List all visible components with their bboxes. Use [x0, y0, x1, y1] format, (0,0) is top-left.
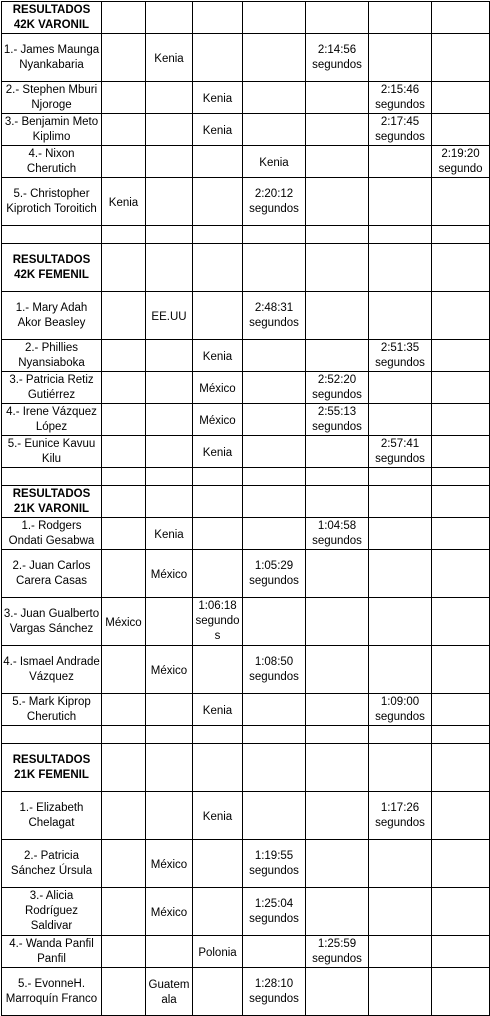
empty-cell — [102, 936, 146, 968]
athlete-name: 4.- Wanda Panfil Panfil — [2, 936, 102, 968]
empty-cell — [102, 340, 146, 372]
empty-cell — [146, 146, 193, 178]
empty-cell — [146, 244, 193, 292]
empty-cell — [102, 244, 146, 292]
empty-cell — [369, 486, 432, 518]
athlete-time: 2:51:35 segundos — [369, 340, 432, 372]
empty-cell — [102, 436, 146, 468]
athlete-country: Kenia — [193, 340, 243, 372]
empty-cell — [306, 114, 369, 146]
empty-cell — [243, 744, 306, 792]
empty-cell — [146, 372, 193, 404]
athlete-time: 1:08:50 segundos — [243, 646, 306, 694]
empty-cell — [2, 226, 102, 244]
empty-cell — [193, 2, 243, 34]
athlete-country: Kenia — [243, 146, 306, 178]
athlete-time: 2:52:20 segundos — [306, 372, 369, 404]
athlete-country: México — [146, 840, 193, 888]
athlete-name: 3.- Juan Gualberto Vargas Sánchez — [2, 598, 102, 646]
empty-cell — [369, 34, 432, 82]
empty-cell — [193, 726, 243, 744]
empty-cell — [193, 840, 243, 888]
table-row — [2, 646, 490, 694]
athlete-country: EE.UU — [146, 292, 193, 340]
empty-cell — [243, 518, 306, 550]
empty-cell — [102, 82, 146, 114]
table-row — [2, 598, 490, 646]
empty-cell — [369, 744, 432, 792]
athlete-country: Kenia — [193, 436, 243, 468]
empty-cell — [146, 340, 193, 372]
table-row — [2, 792, 490, 840]
empty-cell — [102, 792, 146, 840]
athlete-time: 2:15:46 segundos — [369, 82, 432, 114]
athlete-name: 5.- Christopher Kiprotich Toroitich — [2, 178, 102, 226]
empty-cell — [306, 968, 369, 1016]
empty-cell — [369, 244, 432, 292]
empty-cell — [146, 468, 193, 486]
empty-cell — [306, 598, 369, 646]
athlete-country: México — [146, 888, 193, 936]
empty-cell — [432, 2, 490, 34]
athlete-time: 1:17:26 segundos — [369, 792, 432, 840]
empty-cell — [432, 244, 490, 292]
section-title-line1: RESULTADOS — [12, 3, 91, 16]
empty-cell — [102, 226, 146, 244]
empty-cell — [369, 178, 432, 226]
table-row — [2, 436, 490, 468]
empty-cell — [243, 340, 306, 372]
empty-cell — [369, 146, 432, 178]
empty-cell — [306, 2, 369, 34]
empty-cell — [369, 2, 432, 34]
athlete-name: 1.- James Maunga Nyankabaria — [2, 34, 102, 82]
athlete-country: México — [146, 646, 193, 694]
athlete-country: Guatemala — [146, 968, 193, 1016]
empty-cell — [146, 436, 193, 468]
empty-cell — [193, 244, 243, 292]
empty-cell — [146, 726, 193, 744]
table-row — [2, 888, 490, 936]
section-title-line2: 21K FEMENIL — [14, 768, 89, 781]
empty-cell — [102, 114, 146, 146]
section-title-line1: RESULTADOS — [12, 253, 91, 266]
empty-cell — [432, 82, 490, 114]
athlete-country: Polonia — [193, 936, 243, 968]
empty-cell — [306, 292, 369, 340]
empty-cell — [102, 646, 146, 694]
empty-cell — [243, 486, 306, 518]
athlete-time: 1:09:00 segundos — [369, 694, 432, 726]
section-title — [2, 244, 102, 292]
athlete-time: 1:06:18 segundos — [193, 598, 243, 646]
section-title — [2, 2, 102, 34]
empty-cell — [432, 436, 490, 468]
empty-cell — [2, 468, 102, 486]
empty-cell — [102, 34, 146, 82]
empty-cell — [243, 598, 306, 646]
empty-cell — [306, 792, 369, 840]
athlete-name: 5.- Mark Kiprop Cherutich — [2, 694, 102, 726]
athlete-name: 3.- Patricia Retiz Gutiérrez — [2, 372, 102, 404]
table-row — [2, 694, 490, 726]
empty-cell — [306, 226, 369, 244]
athlete-country: Kenia — [146, 518, 193, 550]
empty-cell — [306, 146, 369, 178]
table-row — [2, 114, 490, 146]
section-title-line2: 42K VARONIL — [13, 18, 90, 31]
empty-cell — [369, 226, 432, 244]
section-title-line2: 42K FEMENIL — [14, 268, 89, 281]
empty-cell — [193, 550, 243, 598]
table-row — [2, 550, 490, 598]
spacer-row — [2, 726, 490, 744]
athlete-name: 5.- Eunice Kavuu Kilu — [2, 436, 102, 468]
empty-cell — [102, 726, 146, 744]
empty-cell — [146, 936, 193, 968]
empty-cell — [432, 598, 490, 646]
section-title-line1: RESULTADOS — [12, 753, 91, 766]
empty-cell — [243, 404, 306, 436]
empty-cell — [193, 34, 243, 82]
section-title-line1: RESULTADOS — [12, 487, 91, 500]
empty-cell — [146, 694, 193, 726]
empty-cell — [432, 744, 490, 792]
empty-cell — [432, 968, 490, 1016]
section-header-row — [2, 744, 490, 792]
empty-cell — [369, 404, 432, 436]
empty-cell — [243, 468, 306, 486]
athlete-country: Kenia — [146, 34, 193, 82]
empty-cell — [102, 404, 146, 436]
empty-cell — [432, 646, 490, 694]
empty-cell — [306, 694, 369, 726]
empty-cell — [102, 840, 146, 888]
section-header-row — [2, 2, 490, 34]
empty-cell — [306, 340, 369, 372]
empty-cell — [432, 792, 490, 840]
table-row — [2, 936, 490, 968]
athlete-country: Kenia — [193, 82, 243, 114]
empty-cell — [193, 486, 243, 518]
empty-cell — [243, 114, 306, 146]
athlete-name: 5.- EvonneH. Marroquín Franco — [2, 968, 102, 1016]
athlete-name: 3.- Alicia Rodríguez Saldivar — [2, 888, 102, 936]
athlete-time: 1:28:10 segundos — [243, 968, 306, 1016]
empty-cell — [369, 968, 432, 1016]
empty-cell — [102, 292, 146, 340]
empty-cell — [432, 404, 490, 436]
empty-cell — [306, 82, 369, 114]
table-row — [2, 518, 490, 550]
athlete-time: 1:25:59 segundos — [306, 936, 369, 968]
athlete-name: 2.- Juan Carlos Carera Casas — [2, 550, 102, 598]
athlete-country: México — [193, 404, 243, 436]
empty-cell — [306, 436, 369, 468]
empty-cell — [193, 744, 243, 792]
empty-cell — [193, 646, 243, 694]
empty-cell — [432, 34, 490, 82]
empty-cell — [243, 82, 306, 114]
empty-cell — [146, 178, 193, 226]
athlete-name: 4.- Nixon Cherutich — [2, 146, 102, 178]
athlete-time: 1:19:55 segundos — [243, 840, 306, 888]
empty-cell — [102, 468, 146, 486]
empty-cell — [432, 486, 490, 518]
empty-cell — [102, 694, 146, 726]
empty-cell — [102, 146, 146, 178]
empty-cell — [369, 726, 432, 744]
athlete-time: 2:57:41 segundos — [369, 436, 432, 468]
section-title — [2, 486, 102, 518]
empty-cell — [243, 436, 306, 468]
empty-cell — [102, 372, 146, 404]
empty-cell — [2, 726, 102, 744]
empty-cell — [306, 244, 369, 292]
section-title-line2: 21K VARONIL — [13, 502, 90, 515]
empty-cell — [243, 34, 306, 82]
athlete-name: 2.- Patricia Sánchez Úrsula — [2, 840, 102, 888]
empty-cell — [306, 468, 369, 486]
empty-cell — [146, 82, 193, 114]
athlete-country: México — [193, 372, 243, 404]
athlete-name: 4.- Irene Vázquez López — [2, 404, 102, 436]
empty-cell — [369, 840, 432, 888]
athlete-name: 1.- Mary Adah Akor Beasley — [2, 292, 102, 340]
athlete-time: 1:25:04 segundos — [243, 888, 306, 936]
empty-cell — [369, 888, 432, 936]
athlete-time: 2:48:31 segundos — [243, 292, 306, 340]
empty-cell — [146, 486, 193, 518]
empty-cell — [102, 744, 146, 792]
empty-cell — [146, 114, 193, 146]
empty-cell — [146, 744, 193, 792]
empty-cell — [193, 468, 243, 486]
table-row — [2, 178, 490, 226]
empty-cell — [432, 518, 490, 550]
empty-cell — [369, 936, 432, 968]
table-row — [2, 372, 490, 404]
empty-cell — [369, 372, 432, 404]
empty-cell — [306, 486, 369, 518]
empty-cell — [193, 146, 243, 178]
athlete-name: 1.- Elizabeth Chelagat — [2, 792, 102, 840]
empty-cell — [432, 468, 490, 486]
athlete-country: Kenia — [193, 114, 243, 146]
empty-cell — [243, 694, 306, 726]
empty-cell — [193, 518, 243, 550]
empty-cell — [306, 726, 369, 744]
empty-cell — [369, 518, 432, 550]
table-row — [2, 404, 490, 436]
athlete-name: 2.- Phillies Nyansiaboka — [2, 340, 102, 372]
empty-cell — [146, 598, 193, 646]
empty-cell — [243, 792, 306, 840]
athlete-time: 2:17:45 segundos — [369, 114, 432, 146]
empty-cell — [193, 888, 243, 936]
athlete-time: 2:19:20 segundo — [432, 146, 490, 178]
empty-cell — [306, 550, 369, 598]
empty-cell — [369, 646, 432, 694]
empty-cell — [432, 292, 490, 340]
empty-cell — [432, 340, 490, 372]
empty-cell — [102, 518, 146, 550]
spacer-row — [2, 226, 490, 244]
empty-cell — [369, 468, 432, 486]
empty-cell — [432, 840, 490, 888]
empty-cell — [432, 178, 490, 226]
table-row — [2, 968, 490, 1016]
empty-cell — [432, 226, 490, 244]
empty-cell — [193, 178, 243, 226]
table-row — [2, 340, 490, 372]
section-header-row — [2, 486, 490, 518]
empty-cell — [306, 840, 369, 888]
empty-cell — [102, 968, 146, 1016]
empty-cell — [243, 244, 306, 292]
empty-cell — [146, 404, 193, 436]
athlete-time: 2:55:13 segundos — [306, 404, 369, 436]
results-table — [1, 1, 490, 1016]
athlete-name: 4.- Ismael Andrade Vázquez — [2, 646, 102, 694]
empty-cell — [432, 888, 490, 936]
table-row — [2, 840, 490, 888]
athlete-time: 1:04:58 segundos — [306, 518, 369, 550]
athlete-country: Kenia — [193, 792, 243, 840]
empty-cell — [102, 550, 146, 598]
empty-cell — [102, 2, 146, 34]
empty-cell — [432, 726, 490, 744]
empty-cell — [432, 550, 490, 598]
empty-cell — [432, 694, 490, 726]
athlete-name: 3.- Benjamin Meto Kiplimo — [2, 114, 102, 146]
spacer-row — [2, 468, 490, 486]
empty-cell — [243, 2, 306, 34]
empty-cell — [306, 178, 369, 226]
empty-cell — [193, 226, 243, 244]
table-row — [2, 82, 490, 114]
athlete-time: 2:20:12 segundos — [243, 178, 306, 226]
table-row — [2, 292, 490, 340]
athlete-country: Kenia — [102, 178, 146, 226]
empty-cell — [146, 2, 193, 34]
section-header-row — [2, 244, 490, 292]
section-title — [2, 744, 102, 792]
empty-cell — [243, 936, 306, 968]
empty-cell — [306, 888, 369, 936]
empty-cell — [306, 646, 369, 694]
empty-cell — [432, 372, 490, 404]
athlete-time: 2:14:56 segundos — [306, 34, 369, 82]
empty-cell — [102, 888, 146, 936]
empty-cell — [146, 792, 193, 840]
empty-cell — [243, 372, 306, 404]
empty-cell — [193, 292, 243, 340]
empty-cell — [369, 598, 432, 646]
empty-cell — [193, 968, 243, 1016]
empty-cell — [146, 226, 193, 244]
empty-cell — [369, 292, 432, 340]
table-row — [2, 34, 490, 82]
athlete-country: México — [102, 598, 146, 646]
empty-cell — [102, 486, 146, 518]
athlete-name: 2.- Stephen Mburi Njoroge — [2, 82, 102, 114]
athlete-country: México — [146, 550, 193, 598]
empty-cell — [432, 114, 490, 146]
table-row — [2, 146, 490, 178]
empty-cell — [243, 226, 306, 244]
athlete-name: 1.- Rodgers Ondati Gesabwa — [2, 518, 102, 550]
empty-cell — [432, 936, 490, 968]
empty-cell — [306, 744, 369, 792]
empty-cell — [369, 550, 432, 598]
empty-cell — [243, 726, 306, 744]
athlete-country: Kenia — [193, 694, 243, 726]
athlete-time: 1:05:29 segundos — [243, 550, 306, 598]
